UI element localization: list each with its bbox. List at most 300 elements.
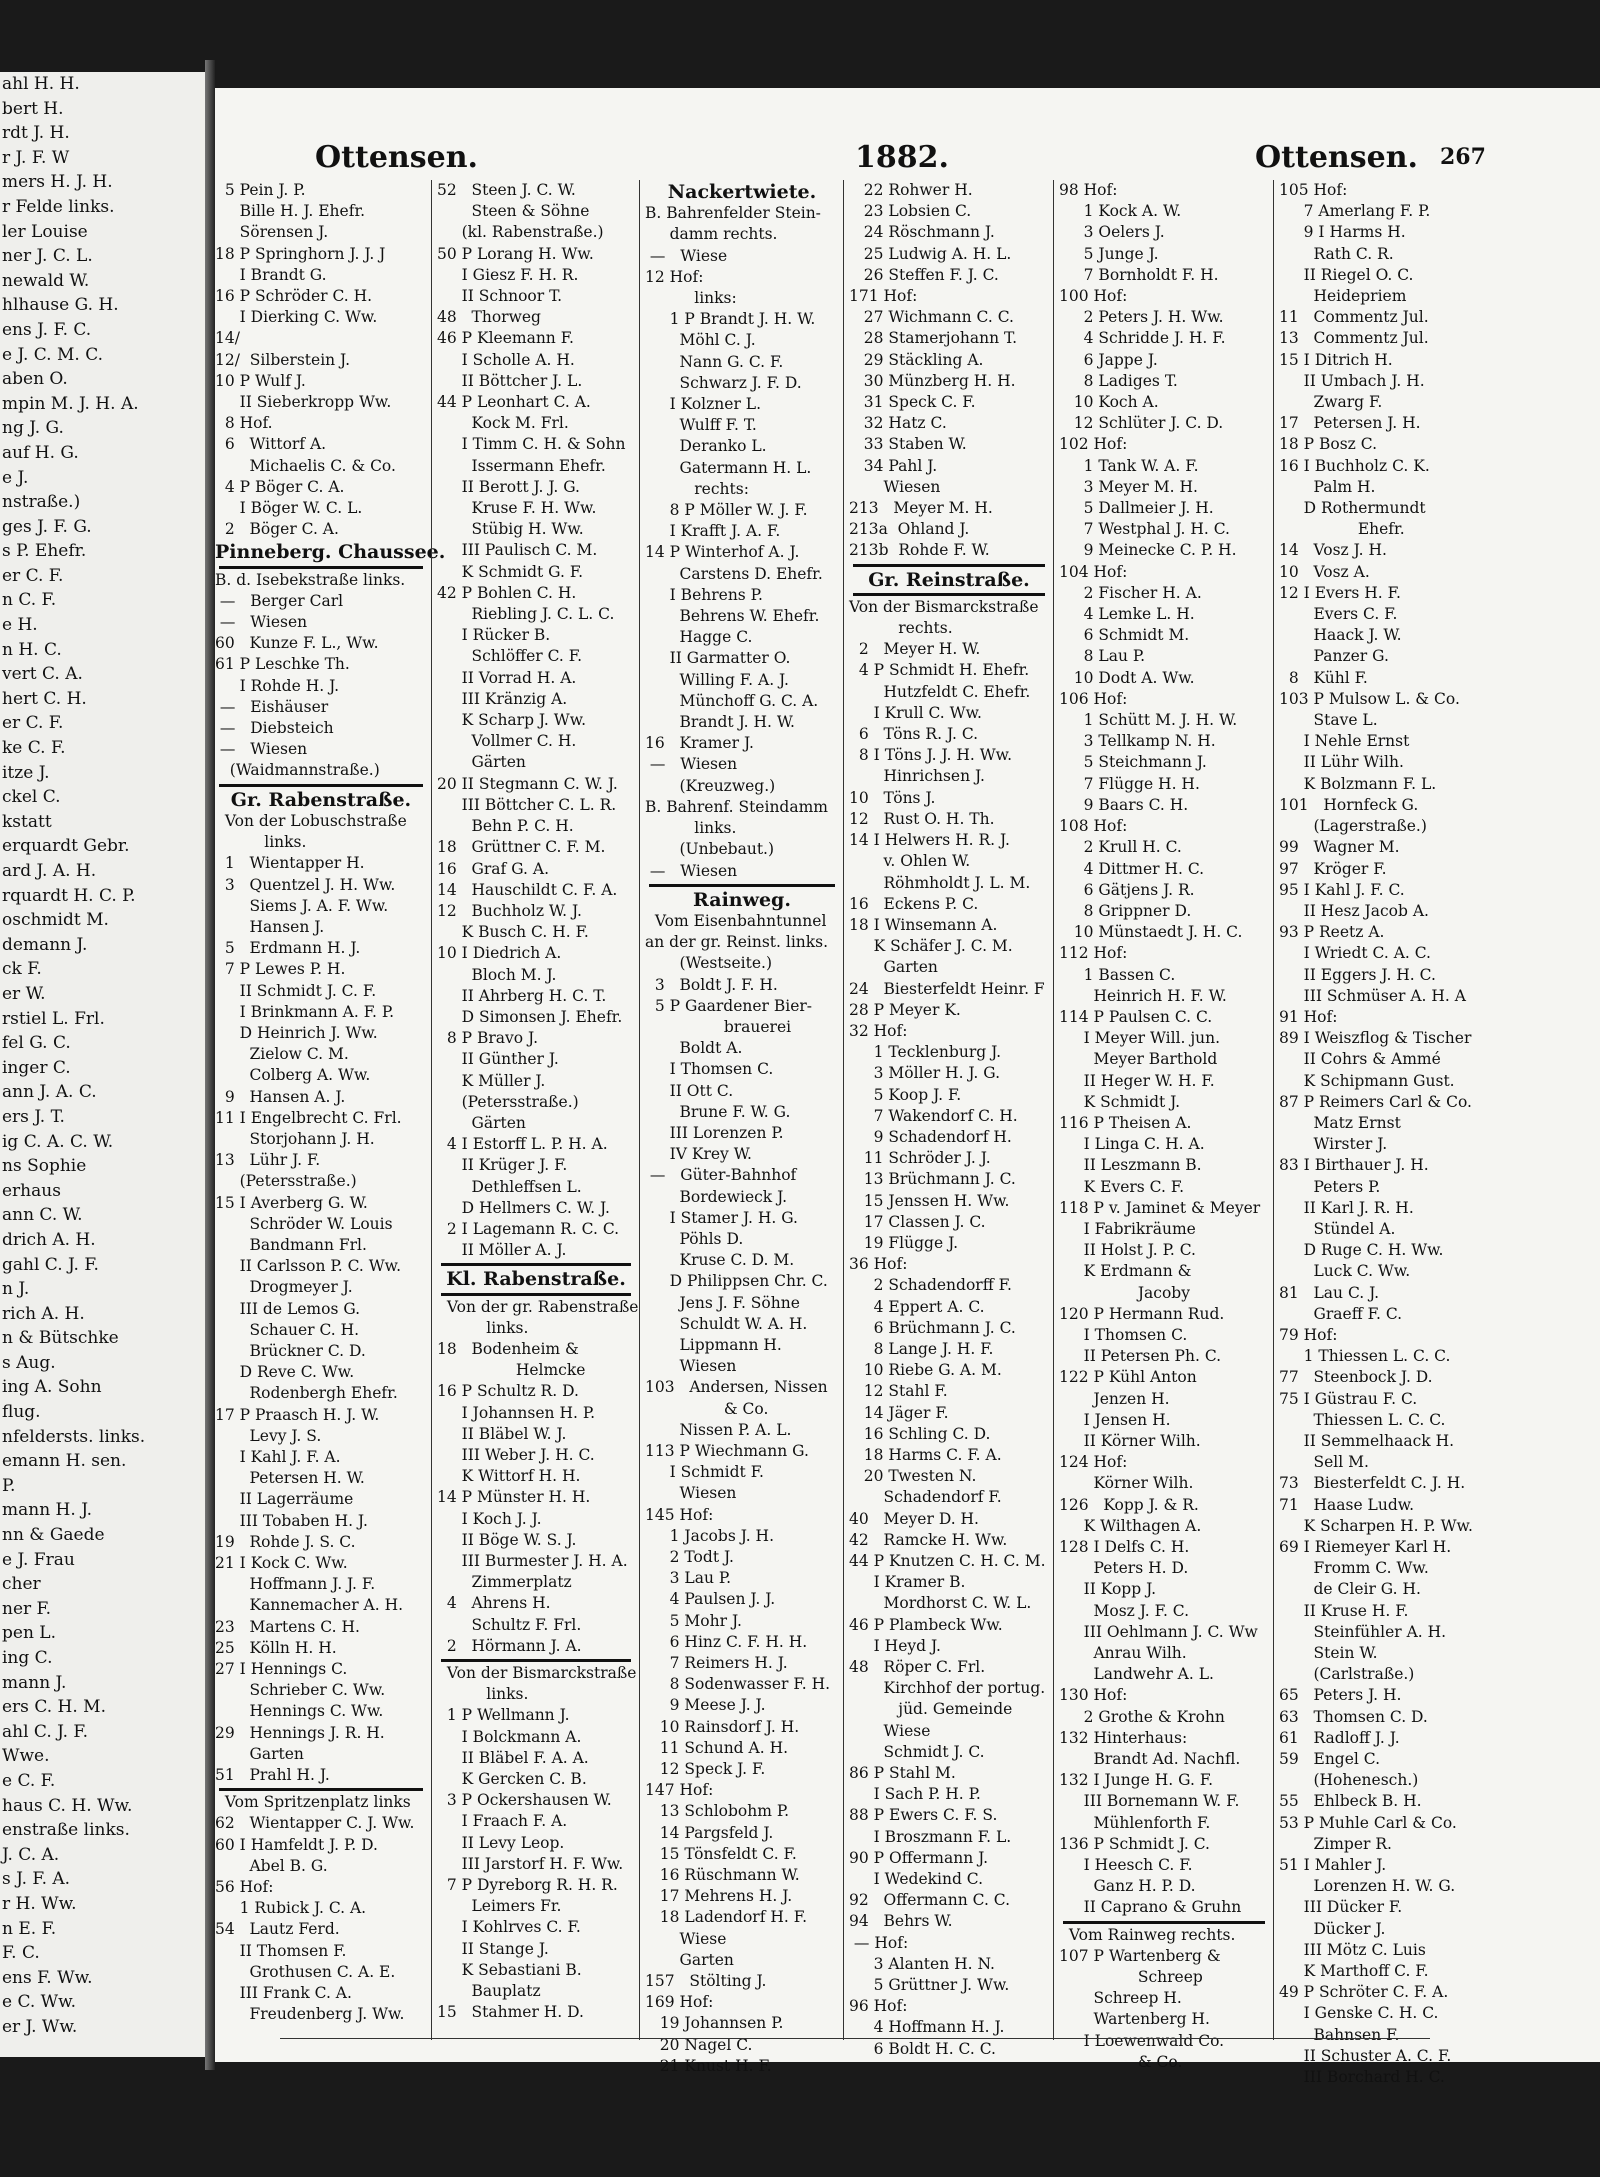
directory-entry: Schlöffer C. F.	[437, 647, 583, 666]
directory-entry: 103 P Mulsow L. & Co.	[1279, 689, 1460, 708]
directory-entry: 95 I Kahl J. F. C.	[1279, 880, 1405, 899]
directory-entry: Bloch M. J.	[437, 965, 557, 984]
left-page-line: flug.	[2, 1402, 41, 1423]
directory-entry: Fromm C. Ww.	[1279, 1559, 1429, 1578]
directory-entry: 15 Stahmer H. D.	[437, 2003, 584, 2022]
directory-entry: I Behrens P.	[645, 585, 763, 604]
directory-entry: (Unbebaut.)	[645, 840, 775, 859]
directory-entry: 11 Commentz Jul.	[1279, 308, 1429, 327]
directory-entry: — Hof:	[849, 1933, 909, 1952]
directory-entry: 106 Hof:	[1059, 689, 1128, 708]
left-page-line: er C. F.	[2, 713, 64, 734]
directory-entry: 46 P Plambeck Ww.	[849, 1615, 1003, 1634]
directory-entry: Colberg A. Ww.	[215, 1066, 371, 1085]
directory-entry: K Schmidt J.	[1059, 1092, 1181, 1111]
directory-entry: Zielow C. M.	[215, 1045, 349, 1064]
directory-entry: Vollmer C. H.	[437, 732, 577, 751]
directory-entry: 51 I Mahler J.	[1279, 1856, 1387, 1875]
directory-entry: II Schnoor T.	[437, 287, 563, 306]
directory-entry: 9 Meinecke C. P. H.	[1059, 541, 1237, 560]
directory-entry: damm rechts.	[645, 225, 778, 244]
directory-entry: III Jarstorf H. F. Ww.	[437, 1854, 624, 1873]
directory-entry: K Müller J.	[437, 1071, 546, 1090]
directory-entry: 29 Hennings J. R. H.	[215, 1723, 385, 1742]
directory-entry: I Johannsen H. P.	[437, 1403, 596, 1422]
directory-entry: 3 Tellkamp N. H.	[1059, 732, 1216, 751]
directory-entry: II Böttcher J. L.	[437, 371, 583, 390]
directory-entry: II Sieberkropp Ww.	[215, 393, 392, 412]
directory-entry: 12 Buchholz W. J.	[437, 901, 582, 920]
directory-entry: 2 Fischer H. A.	[1059, 583, 1202, 602]
directory-entry: Jacoby	[1059, 1283, 1190, 1302]
directory-entry: 26 Steffen F. J. C.	[849, 265, 999, 284]
directory-entry: 7 Wakendorf C. H.	[849, 1106, 1018, 1125]
directory-entry: Kock M. Frl.	[437, 414, 569, 433]
directory-entry: 14 I Helwers H. R. J.	[849, 831, 1010, 850]
directory-entry: 50 P Lorang H. Ww.	[437, 244, 594, 263]
directory-entry: 124 Hof:	[1059, 1453, 1128, 1472]
directory-entry: 28 Stamerjohann T.	[849, 329, 1018, 348]
directory-entry: Vom Rainweg rechts.	[1059, 1925, 1236, 1944]
directory-entry: 4 P Schmidt H. Ehefr.	[849, 661, 1030, 680]
directory-entry: K Schipmann Gust.	[1279, 1071, 1455, 1090]
left-page-line: r Felde links.	[2, 196, 115, 217]
directory-entry: 87 P Reimers Carl & Co.	[1279, 1092, 1472, 1111]
left-page-line: rdt J. H.	[2, 123, 70, 144]
directory-entry: 12 Hof:	[645, 267, 704, 286]
directory-entry: Graeff F. C.	[1279, 1304, 1403, 1323]
left-page-line: ck F.	[2, 959, 42, 980]
directory-entry: 213b Rohde F. W.	[849, 541, 990, 560]
directory-entry: 10 Koch A.	[1059, 393, 1159, 412]
left-page-line: ke C. F.	[2, 738, 66, 759]
directory-entry: 1 P Brandt J. H. W.	[645, 310, 816, 329]
directory-entry: Hagge C.	[645, 628, 753, 647]
directory-entry: 23 Lobsien C.	[849, 202, 972, 221]
left-page-line: ng J. G.	[2, 418, 64, 439]
directory-entry: 13 Brüchmann J. C.	[849, 1170, 1016, 1189]
directory-entry: B. Bahrenf. Steindamm	[645, 797, 828, 816]
directory-entry: K Sebastiani B.	[437, 1960, 582, 1979]
directory-entry: II Petersen Ph. C.	[1059, 1347, 1222, 1366]
directory-entry: II Ott C.	[645, 1081, 734, 1100]
directory-entry: 2 I Lagemann R. C. C.	[437, 1219, 620, 1238]
column-6	[1279, 180, 1479, 2087]
street-heading: Pinneberg. Chaussee.	[215, 541, 446, 564]
directory-entry: 10 I Diedrich A.	[437, 944, 562, 963]
directory-entry: Wiesen	[645, 1484, 737, 1503]
directory-entry: III de Lemos G.	[215, 1299, 361, 1318]
directory-entry: 14 P Winterhof A. J.	[645, 543, 800, 562]
directory-entry: I Rohde H. J.	[215, 676, 339, 695]
section-rule	[219, 784, 423, 787]
directory-entry: 18 Grüttner C. F. M.	[437, 838, 606, 857]
directory-entry: I Böger W. C. L.	[215, 499, 363, 518]
street-heading: Gr. Rabenstraße.	[230, 788, 412, 811]
directory-entry: 71 Haase Ludw.	[1279, 1495, 1415, 1514]
directory-entry: Röhmholdt J. L. M.	[849, 873, 1031, 892]
left-page-line: e C. F.	[2, 1770, 56, 1791]
directory-entry: 116 P Theisen A.	[1059, 1113, 1192, 1132]
left-page-line: F. C.	[2, 1943, 40, 1964]
directory-entry: 103 Andersen, Nissen	[645, 1378, 828, 1397]
left-page-line: mann J.	[2, 1672, 67, 1693]
directory-entry: 10 Riebe G. A. M.	[849, 1361, 1002, 1380]
directory-entry: Heidepriem	[1279, 287, 1407, 306]
directory-entry: II Riegel O. C.	[1279, 265, 1414, 284]
directory-entry: Garten	[215, 1744, 304, 1763]
directory-entry: II Garmatter O.	[645, 649, 791, 668]
directory-entry: 7 Bornholdt F. H.	[1059, 265, 1219, 284]
directory-entry: Schauer C. H.	[215, 1320, 360, 1339]
directory-entry: 25 Kölln H. H.	[215, 1638, 337, 1657]
left-page-line: r J. F. W	[2, 147, 70, 168]
directory-entry: I Brinkmann A. F. P.	[215, 1002, 395, 1021]
directory-entry: Schreep H.	[1059, 1989, 1182, 2008]
directory-entry: Meyer Barthold	[1059, 1050, 1218, 1069]
left-page-line: hlhause G. H.	[2, 295, 119, 316]
directory-entry: III Schmüser A. H. A	[1279, 986, 1466, 1005]
directory-entry: Schwarz J. F. D.	[645, 373, 802, 392]
directory-entry: 145 Hof:	[645, 1505, 714, 1524]
directory-entry: D Hellmers C. W. J.	[437, 1198, 610, 1217]
directory-entry: 105 Hof:	[1279, 181, 1348, 199]
directory-entry: Evers C. F.	[1279, 605, 1398, 624]
directory-entry: Steinfühler A. H.	[1279, 1622, 1447, 1641]
directory-entry: 3 Möller H. J. G.	[849, 1064, 1001, 1083]
directory-entry: Ganz H. P. D.	[1059, 1877, 1196, 1896]
directory-entry: 44 P Knutzen C. H. C. M.	[849, 1552, 1046, 1570]
directory-entry: Wiese	[849, 1721, 931, 1740]
directory-entry: Garten	[849, 958, 938, 977]
directory-entry: Nann G. C. F.	[645, 352, 784, 371]
directory-entry: III Oehlmann J. C. Ww	[1059, 1622, 1258, 1641]
directory-entry: II Böge W. S. J.	[437, 1530, 577, 1549]
directory-entry: Bahnsen F.	[1279, 2025, 1400, 2044]
directory-entry: 1 Bassen C.	[1059, 965, 1176, 984]
directory-entry: 18 P Bosz C.	[1279, 435, 1378, 454]
directory-entry: Lippmann H.	[645, 1335, 782, 1354]
directory-entry: Behrens W. Ehefr.	[645, 607, 820, 626]
directory-entry: II Stange J.	[437, 1939, 549, 1958]
section-rule	[1063, 1921, 1265, 1924]
directory-entry: 2 Schadendorff F.	[849, 1276, 1012, 1295]
directory-entry: 1 Kock A. W.	[1059, 202, 1182, 221]
directory-entry: 102 Hof:	[1059, 435, 1128, 454]
directory-entry: Dücker J.	[1279, 1919, 1386, 1938]
directory-entry: 13 Commentz Jul.	[1279, 329, 1429, 348]
directory-entry: 107 P Wartenberg &	[1059, 1946, 1221, 1965]
directory-entry: 104 Hof:	[1059, 562, 1128, 581]
directory-entry: 4 Hoffmann H. J.	[849, 2018, 1005, 2037]
left-page-line: kstatt	[2, 811, 52, 832]
left-page-line: Wwe.	[2, 1746, 50, 1767]
directory-entry: links.	[215, 833, 307, 852]
directory-entry: Schadendorf F.	[849, 1488, 1002, 1507]
directory-entry: 3 Lau P.	[645, 1569, 732, 1588]
directory-entry: Von der Bismarckstraße	[437, 1664, 637, 1683]
directory-entry: 14/	[215, 329, 240, 348]
directory-entry: 52 Steen J. C. W.	[437, 181, 576, 199]
directory-entry: Vom Spritzenplatz links	[215, 1793, 411, 1812]
directory-entry: 10 P Wulf J.	[215, 371, 306, 390]
directory-entry: Wiesen	[645, 1357, 737, 1376]
column-divider	[1273, 180, 1274, 2040]
column-1	[215, 180, 446, 2065]
directory-entry: Matz Ernst	[1279, 1113, 1401, 1132]
directory-entry: K Schmidt G. F.	[437, 562, 584, 581]
street-heading: Nackertwiete.	[667, 181, 817, 203]
directory-entry: 15 Jenssen H. Ww.	[849, 1191, 1010, 1210]
directory-entry: Freudenberg J. Ww.	[215, 2005, 405, 2024]
directory-entry: Storjohann J. H.	[215, 1129, 375, 1148]
directory-entry: Schultz F. Frl.	[437, 1615, 582, 1634]
directory-entry: 9 Meese J. J.	[645, 1696, 766, 1715]
directory-entry: Gatermann H. L.	[645, 458, 812, 477]
section-rule	[853, 564, 1045, 567]
directory-entry: — Berger Carl	[215, 591, 344, 610]
directory-entry: K Wittorf H. H.	[437, 1467, 581, 1486]
directory-entry: 101 Hornfeck G.	[1279, 795, 1419, 814]
directory-entry: I Linga C. H. A.	[1059, 1135, 1205, 1154]
directory-entry: I Fraach F. A.	[437, 1812, 568, 1831]
left-page-line: enstraße links.	[2, 1820, 130, 1841]
directory-entry: Luck C. Ww.	[1279, 1262, 1411, 1281]
directory-entry: Schröder W. Louis	[215, 1214, 393, 1233]
directory-entry: 98 Hof:	[1059, 181, 1118, 199]
directory-entry: 112 Hof:	[1059, 944, 1128, 963]
directory-entry: 8 P Möller W. J. F.	[645, 501, 808, 520]
section-rule	[219, 1788, 423, 1791]
directory-entry: Peters H. D.	[1059, 1559, 1189, 1578]
directory-entry: 18 I Winsemann A.	[849, 915, 998, 934]
directory-entry: 147 Hof:	[645, 1781, 714, 1800]
directory-entry: 16 Eckens P. C.	[849, 894, 979, 913]
directory-entry: 113 P Wiechmann G.	[645, 1441, 809, 1460]
directory-entry: 16 Graf G. A.	[437, 859, 550, 878]
left-page-line: itze J.	[2, 762, 50, 783]
directory-entry: II Karl J. R. H.	[1279, 1198, 1414, 1217]
directory-entry: I Krull C. Ww.	[849, 703, 982, 722]
left-page-line: aben O.	[2, 369, 68, 390]
directory-entry: II Vorrad H. A.	[437, 668, 577, 687]
directory-entry: K Marthoff C. F.	[1279, 1962, 1429, 1981]
left-page-line: n & Bütschke	[2, 1328, 119, 1349]
section-rule	[649, 884, 835, 887]
directory-entry: II Schmidt J. C. F.	[215, 981, 377, 1000]
directory-entry: 79 Hof:	[1279, 1325, 1338, 1344]
directory-entry: 120 P Hermann Rud.	[1059, 1304, 1225, 1323]
directory-entry: II Kruse H. F.	[1279, 1601, 1409, 1620]
directory-entry: 1 Jacobs J. H.	[645, 1526, 775, 1545]
directory-entry: II Kopp J.	[1059, 1580, 1157, 1599]
directory-entry: 14 Pargsfeld J.	[645, 1823, 774, 1842]
directory-entry: 73 Biesterfeldt C. J. H.	[1279, 1474, 1466, 1493]
directory-entry: II Lagerräume	[215, 1490, 354, 1509]
directory-entry: 4 I Estorff L. P. H. A.	[437, 1135, 608, 1154]
column-divider	[639, 180, 640, 2040]
directory-entry: D Heinrich J. Ww.	[215, 1023, 378, 1042]
directory-entry: III Borchard H. C.	[1279, 2068, 1445, 2087]
directory-entry: v. Ohlen W.	[849, 852, 971, 871]
directory-entry: I Scholle A. H.	[437, 350, 575, 369]
directory-entry: Boldt A.	[645, 1039, 743, 1058]
directory-entry: K Scharpen H. P. Ww.	[1279, 1516, 1473, 1535]
left-page-line: rstiel L. Frl.	[2, 1008, 105, 1029]
directory-entry: Kruse C. D. M.	[645, 1251, 795, 1270]
left-page-line: ers J. T.	[2, 1106, 65, 1127]
directory-entry: 2 Krull H. C.	[1059, 838, 1182, 857]
directory-entry: I Krafft J. A. F.	[645, 522, 781, 541]
directory-entry: Steen & Söhne	[437, 202, 590, 221]
directory-entry: I Jensen H.	[1059, 1410, 1171, 1429]
left-page-line: J. C. A.	[2, 1844, 60, 1865]
left-page-line: rquardt H. C. P.	[2, 885, 136, 906]
directory-entry: 2 Todt J.	[645, 1548, 734, 1566]
left-page-line: er J. Ww.	[2, 2016, 78, 2037]
left-page-line: e J. C. M. C.	[2, 344, 103, 365]
directory-entry: 171 Hof:	[849, 287, 918, 306]
directory-entry: II Semmelhaack H.	[1279, 1431, 1455, 1450]
directory-entry: II Bläbel F. A. A.	[437, 1748, 589, 1767]
left-page-line: fel G. C.	[2, 1033, 71, 1054]
directory-entry: I Kohlrves C. F.	[437, 1918, 581, 1937]
directory-entry: Möhl C. J.	[645, 331, 756, 350]
header-year: 1882.	[855, 140, 949, 175]
directory-entry: K Evers C. F.	[1059, 1177, 1185, 1196]
directory-entry: (Waidmannstraße.)	[215, 761, 380, 780]
directory-entry: Von der gr. Rabenstraße	[437, 1297, 639, 1316]
directory-entry: an der gr. Reinst. links.	[645, 933, 829, 952]
directory-entry: 10 Töns J.	[849, 788, 936, 807]
directory-entry: I Thomsen C.	[645, 1060, 774, 1079]
directory-entry: 32 Hatz C.	[849, 414, 947, 433]
directory-entry: 20 Nagel C.	[645, 2035, 753, 2054]
directory-entry: B. Bahrenfelder Stein-	[645, 204, 821, 223]
directory-entry: 11 I Engelbrecht C. Frl.	[215, 1108, 402, 1127]
directory-entry: Vom Eisenbahntunnel	[645, 911, 827, 930]
directory-entry: Zimper R.	[1279, 1834, 1392, 1853]
left-page-line: erhaus	[2, 1180, 61, 1201]
directory-entry: Mühlenforth F.	[1059, 1813, 1211, 1832]
directory-entry: II Bläbel W. J.	[437, 1424, 567, 1443]
directory-entry: I Loewenwald Co.	[1059, 2031, 1225, 2050]
left-page-line: bert H.	[2, 98, 64, 119]
directory-entry: (Hohenesch.)	[1279, 1771, 1419, 1790]
directory-entry: 13 Schlobohm P.	[645, 1802, 790, 1821]
left-page-line: ckel C.	[2, 787, 61, 808]
left-page-line: hert C. H.	[2, 688, 87, 709]
directory-entry: 5 Mohr J.	[645, 1611, 742, 1630]
directory-entry: III Tobaben H. J.	[215, 1511, 368, 1530]
directory-entry: Bandmann Frl.	[215, 1235, 367, 1254]
directory-entry: I Wedekind C.	[849, 1870, 984, 1889]
directory-entry: 11 Schröder J. J.	[849, 1149, 991, 1168]
directory-entry: II Schuster A. C. F.	[1279, 2046, 1452, 2065]
directory-entry: 128 I Delfs C. H.	[1059, 1538, 1190, 1556]
directory-entry: 16 Rüschmann W.	[645, 1866, 800, 1885]
directory-entry: Zimmerplatz	[437, 1573, 572, 1592]
directory-entry: 1 Schütt M. J. H. W.	[1059, 711, 1238, 730]
directory-entry: Schmidt J. C.	[849, 1742, 985, 1761]
left-page-line: erquardt Gebr.	[2, 836, 130, 857]
directory-entry: I Meyer Will. jun.	[1059, 1029, 1221, 1048]
directory-entry: 5 Dallmeier J. H.	[1059, 499, 1214, 518]
directory-entry: 14 Jäger F.	[849, 1403, 949, 1422]
main-page	[215, 88, 1600, 2087]
directory-entry: 4 Paulsen J. J.	[645, 1590, 776, 1609]
directory-entry: D Philippsen Chr. C.	[645, 1272, 828, 1291]
column-2	[437, 180, 639, 2065]
directory-entry: 93 P Reetz A.	[1279, 923, 1385, 942]
directory-entry: Levy J. S.	[215, 1426, 322, 1445]
directory-entry: 132 I Junge H. G. F.	[1059, 1771, 1214, 1790]
directory-entry: 90 P Offermann J.	[849, 1848, 989, 1867]
directory-entry: 5 Pein J. P.	[215, 181, 306, 199]
directory-entry: Stave L.	[1279, 711, 1378, 730]
directory-entry: 10 Vosz A.	[1279, 562, 1370, 581]
directory-entry: 11 Schund A. H.	[645, 1738, 789, 1757]
directory-entry: D Rothermundt	[1279, 499, 1426, 518]
directory-entry: Thiessen L. C. C.	[1279, 1410, 1446, 1429]
directory-entry: II Cohrs & Ammé	[1279, 1050, 1441, 1069]
directory-entry: I Giesz F. H. R.	[437, 265, 579, 284]
directory-entry: II Umbach J. H.	[1279, 371, 1425, 390]
directory-entry: brauerei	[645, 1017, 792, 1036]
directory-entry: 16 P Schultz R. D.	[437, 1382, 579, 1401]
directory-entry: I Kolzner L.	[645, 395, 762, 414]
directory-entry: 61 P Leschke Th.	[215, 655, 350, 674]
directory-entry: I Genske C. H. C.	[1279, 2004, 1439, 2023]
directory-entry: — Wiesen	[645, 755, 738, 774]
directory-entry: 19 Flügge J.	[849, 1233, 959, 1252]
directory-entry: 19 Johannsen P.	[645, 2014, 784, 2033]
directory-entry: Schuldt W. A. H.	[645, 1314, 808, 1333]
directory-entry: 136 P Schmidt J. C.	[1059, 1834, 1210, 1853]
directory-entry: K Scharp J. Ww.	[437, 711, 587, 730]
directory-entry: 77 Steenbock J. D.	[1279, 1368, 1433, 1387]
directory-entry: 12 Speck J. F.	[645, 1760, 766, 1779]
directory-entry: 63 Thomsen C. D.	[1279, 1707, 1428, 1726]
directory-entry: 6 Jappe J.	[1059, 350, 1158, 369]
left-page-line: mers H. J. H.	[2, 172, 113, 193]
directory-entry: 60 I Hamfeldt J. P. D.	[215, 1835, 378, 1854]
directory-entry: 7 P Dyreborg R. H. R.	[437, 1876, 618, 1895]
directory-entry: — Wiesen	[215, 740, 308, 759]
directory-entry: Wiese	[645, 1929, 727, 1948]
directory-entry: 169 Hof:	[645, 1993, 714, 2012]
left-page-line: n E. F.	[2, 1918, 57, 1939]
directory-entry: 10 Rainsdorf J. H.	[645, 1717, 800, 1736]
directory-entry: I Heesch C. F.	[1059, 1856, 1193, 1875]
directory-entry: 3 P Ockershausen W.	[437, 1791, 612, 1810]
directory-entry: 8 Grippner D.	[1059, 901, 1192, 920]
directory-entry: D Reve C. Ww.	[215, 1363, 355, 1382]
directory-entry: 99 Wagner M.	[1279, 838, 1400, 857]
directory-entry: III Lorenzen P.	[645, 1123, 784, 1142]
left-page-line: auf H. G.	[2, 442, 79, 463]
directory-entry: D Ruge C. H. Ww.	[1279, 1241, 1444, 1260]
left-page-line: ing C.	[2, 1648, 53, 1668]
directory-entry: Schrieber C. Ww.	[215, 1681, 386, 1700]
directory-entry: II Eggers J. H. C.	[1279, 965, 1436, 984]
column-5	[1059, 180, 1269, 2071]
directory-entry: Peters P.	[1279, 1177, 1381, 1196]
directory-entry: Brandt J. H. W.	[645, 713, 795, 732]
directory-entry: 88 P Ewers C. F. S.	[849, 1806, 998, 1825]
left-page-line: ig C. A. C. W.	[2, 1131, 114, 1152]
directory-entry: 6 Brüchmann J. C.	[849, 1318, 1016, 1337]
